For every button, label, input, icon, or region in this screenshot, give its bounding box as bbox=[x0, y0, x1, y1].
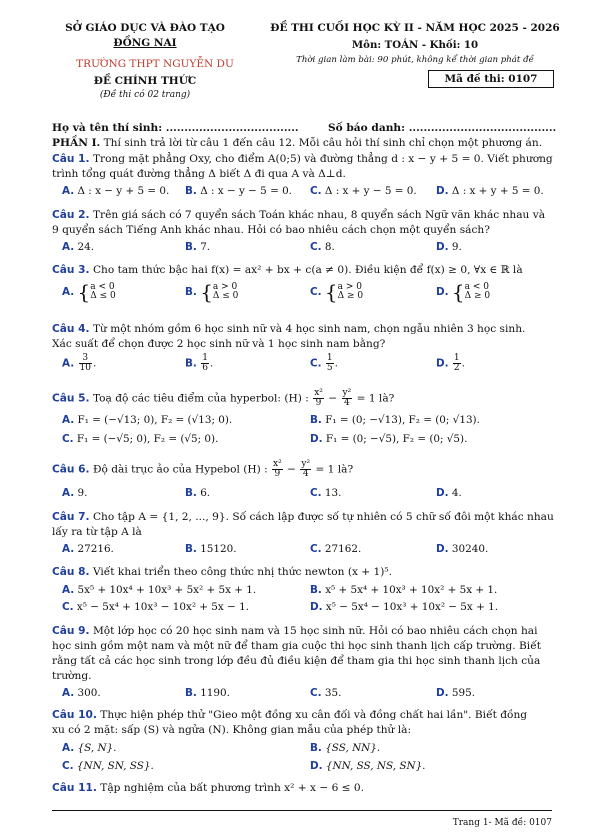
option-letter: C. bbox=[310, 241, 322, 253]
student-id-field: Số báo danh: ........................................ bbox=[328, 122, 557, 134]
option-letter: C. bbox=[310, 487, 322, 499]
q5-option-a bbox=[62, 413, 232, 427]
option-letter: B. bbox=[185, 241, 197, 253]
q2-line1 bbox=[52, 208, 545, 222]
option-letter: B. bbox=[185, 687, 197, 699]
q1-option-a bbox=[62, 184, 169, 198]
option-letter: A. bbox=[62, 185, 75, 197]
option-letter: A. bbox=[62, 543, 75, 555]
condition-system bbox=[90, 283, 116, 301]
option-text: x⁵ − 5x⁴ − 10x³ + 10x² − 5x + 1. bbox=[325, 601, 498, 613]
condition-bottom: Δ ≥ 0 bbox=[337, 291, 364, 301]
fraction bbox=[272, 460, 283, 479]
option-letter: D. bbox=[436, 357, 449, 370]
q3-option-b bbox=[185, 280, 239, 304]
condition-bottom: Δ ≤ 0 bbox=[212, 291, 239, 301]
student-name-field: Họ và tên thí sinh: .................................... bbox=[52, 122, 299, 134]
q1-line2: trình tổng quát đường thẳng Δ biết Δ đi qua A và Δ⊥d. bbox=[52, 168, 346, 180]
q3-line1 bbox=[52, 263, 523, 277]
option-text: 6. bbox=[200, 487, 211, 499]
option-text: F₁ = (0; −√13), F₂ = (0; √13). bbox=[325, 414, 480, 426]
q5-tail: = 1 là? bbox=[356, 392, 395, 405]
q8-option-b bbox=[310, 583, 497, 597]
q10-option-b bbox=[310, 741, 380, 755]
option-text: {NN, SS, NS, SN}. bbox=[325, 760, 426, 772]
option-letter: C. bbox=[310, 185, 322, 197]
q9-option-d bbox=[436, 686, 475, 700]
condition-top: a > 0 bbox=[212, 282, 238, 292]
numerator: 1 bbox=[453, 353, 460, 363]
option-text: Δ : x + y + 5 = 0. bbox=[451, 185, 544, 197]
condition-top: a < 0 bbox=[90, 282, 115, 292]
q6-text1: Độ dài trục ảo của Hypebol (H) : bbox=[92, 463, 268, 476]
q3-option-a bbox=[62, 280, 116, 304]
option-letter: D. bbox=[436, 241, 449, 253]
option-letter: A. bbox=[62, 357, 75, 370]
denominator: 9 bbox=[315, 398, 322, 408]
option-letter: B. bbox=[185, 286, 197, 298]
q4-label: Câu 4. bbox=[52, 323, 90, 335]
q5-label: Câu 5. bbox=[52, 392, 90, 405]
official-label: ĐỀ CHÍNH THỨC bbox=[93, 75, 197, 87]
q6-line1: Câu 6. Độ dài trục ảo của Hypebol (H) : $\frac{\text{x²}}{9}$ − $\frac{\text{y²}}{4}$ = 1 là? bbox=[52, 459, 354, 479]
option-text: 300. bbox=[77, 687, 101, 699]
q9-line3: rằng tất cả các học sinh trong lớp đều đủ điều kiện để tham gia thi học sinh thanh lịch của bbox=[52, 655, 541, 667]
q4-option-c: C. $\frac{1}{5}$ . bbox=[310, 353, 338, 373]
option-letter: C. bbox=[310, 687, 322, 699]
fraction bbox=[326, 354, 334, 373]
option-letter: A. bbox=[62, 414, 75, 426]
option-text: Δ : x − y + 5 = 0. bbox=[77, 185, 170, 197]
denominator: 6 bbox=[202, 363, 208, 373]
part1-instruction bbox=[52, 136, 542, 150]
condition-bottom: Δ ≤ 0 bbox=[90, 291, 116, 301]
brace: { bbox=[451, 280, 465, 304]
q2-option-d bbox=[436, 240, 462, 254]
option-letter: C. bbox=[62, 433, 74, 445]
q2-line2: 9 quyển sách Tiếng Anh khác nhau. Hỏi có bao nhiêu cách chọn một quyển sách? bbox=[52, 224, 490, 236]
option-text: 4. bbox=[451, 487, 462, 499]
option-letter: A. bbox=[62, 584, 75, 596]
q10-option-c bbox=[62, 759, 154, 773]
time-note: Thời gian làm bài: 90 phút, không kể thời gian phát đề bbox=[296, 55, 534, 65]
q3-option-c bbox=[310, 280, 364, 304]
option-text: 30240. bbox=[451, 543, 489, 555]
numerator: y² bbox=[342, 388, 352, 398]
q6-tail: = 1 là? bbox=[315, 463, 354, 476]
fraction bbox=[300, 460, 311, 479]
brace: { bbox=[77, 280, 91, 304]
option-text: 9. bbox=[77, 487, 88, 499]
condition-system bbox=[338, 283, 364, 301]
q8-option-c bbox=[62, 600, 249, 614]
option-text: Δ : x − y − 5 = 0. bbox=[200, 185, 292, 197]
option-letter: D. bbox=[436, 543, 449, 555]
part1-text: Thí sinh trả lời từ câu 1 đến câu 12. Mỗi câu hỏi thí sinh chỉ chọn một phương án. bbox=[103, 137, 543, 149]
option-letter: A. bbox=[62, 241, 75, 253]
option-letter: C. bbox=[310, 357, 322, 370]
option-text: Δ : x + y − 5 = 0. bbox=[324, 185, 417, 197]
numerator: x² bbox=[314, 388, 323, 398]
q3-label: Câu 3. bbox=[52, 264, 90, 276]
option-text: 15120. bbox=[200, 543, 237, 555]
q7-text1: Cho tập A = {1, 2, ..., 9}. Số cách lập được số tự nhiên có 5 chữ số đôi một khác nhau bbox=[92, 511, 554, 523]
q9-line2: học sinh gồm một nam và một nữ để tham gia cuộc thi học sinh thanh lịch cấp trường. Biết bbox=[52, 640, 541, 652]
q1-option-c bbox=[310, 184, 417, 198]
q9-text1: Một lớp học có 20 học sinh nam và 15 học sinh nữ. Hỏi có bao nhiêu cách chọn hai bbox=[92, 625, 538, 637]
fraction bbox=[313, 389, 324, 408]
option-text: 24. bbox=[77, 241, 95, 253]
numerator: 1 bbox=[202, 353, 208, 363]
option-text: 7. bbox=[200, 241, 211, 253]
q1-label: Câu 1. bbox=[52, 153, 90, 165]
numerator: 3 bbox=[79, 354, 92, 364]
numerator: y² bbox=[301, 459, 311, 469]
q9-label: Câu 9. bbox=[52, 625, 90, 637]
option-text: 595. bbox=[451, 687, 476, 699]
q10-label: Câu 10. bbox=[52, 709, 97, 721]
option-text: 9. bbox=[451, 241, 462, 253]
option-text: 8. bbox=[324, 241, 335, 253]
fraction bbox=[342, 389, 353, 408]
q7-line1 bbox=[52, 510, 554, 524]
q4-option-a: A. $\frac{3}{10}$ . bbox=[62, 353, 97, 373]
q5-option-c bbox=[62, 432, 218, 446]
q9-option-a bbox=[62, 686, 101, 700]
option-text: {NN, SN, SS}. bbox=[76, 760, 154, 772]
q5-text1: Toạ độ các tiêu điểm của hyperbol: (H) : bbox=[92, 392, 309, 405]
exam-title: ĐỀ THI CUỐI HỌC KỲ II - NĂM HỌC 2025 - 2026 bbox=[270, 22, 560, 34]
q2-label: Câu 2. bbox=[52, 209, 90, 221]
option-text: x⁵ + 5x⁴ + 10x³ + 10x² + 5x + 1. bbox=[325, 584, 498, 596]
q4-line2: Xác suất để chọn được 2 học sinh nữ và 1 học sinh nam bằng? bbox=[52, 338, 386, 350]
option-letter: C. bbox=[310, 543, 322, 555]
option-text: F₁ = (0; −√5), F₂ = (0; √5). bbox=[325, 433, 468, 445]
q6-label: Câu 6. bbox=[52, 463, 90, 476]
exam-code: Mã đề thi: 0107 bbox=[444, 73, 538, 85]
q1-option-d bbox=[436, 184, 544, 198]
numerator: 1 bbox=[326, 353, 333, 363]
brace: { bbox=[200, 280, 213, 304]
option-letter: D. bbox=[436, 286, 449, 298]
option-letter: B. bbox=[310, 742, 322, 754]
q7-option-c bbox=[310, 542, 361, 556]
option-text: 27162. bbox=[324, 543, 362, 555]
q8-text1: Viết khai triển theo công thức nhị thức newton (x + 1)⁵. bbox=[92, 566, 393, 578]
fraction bbox=[201, 354, 209, 373]
option-letter: D. bbox=[310, 601, 323, 613]
q1-text1: Trong mặt phẳng Oxy, cho điểm A(0;5) và đường thẳng d : x − y + 5 = 0. Viết phương bbox=[92, 153, 553, 165]
footer-page-label: Trang 1- Mã đề: 0107 bbox=[452, 818, 552, 828]
q9-option-b bbox=[185, 686, 230, 700]
option-letter: A. bbox=[62, 687, 75, 699]
q9-line4: trường. bbox=[52, 670, 92, 682]
q7-option-a bbox=[62, 542, 114, 556]
school-name: TRƯỜNG THPT NGUYỄN DU bbox=[76, 58, 234, 70]
denominator: 10 bbox=[79, 363, 91, 373]
footer-divider bbox=[52, 810, 552, 811]
option-letter: C. bbox=[62, 760, 74, 772]
q11-text1: Tập nghiệm của bất phương trình x² + x − 6 ≤ 0. bbox=[100, 782, 365, 794]
q8-option-d bbox=[310, 600, 498, 614]
denominator: 9 bbox=[274, 469, 281, 479]
q4-text1: Từ một nhóm gồm 6 học sinh nữ và 4 học sinh nam, chọn ngẫu nhiên 3 học sinh. bbox=[92, 323, 526, 335]
option-text: 5x⁵ + 10x⁴ + 10x³ + 5x² + 5x + 1. bbox=[77, 584, 257, 596]
option-text: {S, N}. bbox=[77, 742, 117, 754]
option-text: 35. bbox=[324, 687, 342, 699]
option-letter: D. bbox=[436, 687, 449, 699]
q10-line1 bbox=[52, 708, 527, 722]
q4-option-d: D. $\frac{1}{2}$ . bbox=[436, 353, 465, 373]
q11-line1 bbox=[52, 781, 364, 795]
q3-option-d bbox=[436, 280, 491, 304]
q2-text1: Trên giá sách có 7 quyển sách Toán khác nhau, 8 quyển sách Ngữ văn khác nhau và bbox=[92, 209, 546, 221]
condition-bottom: Δ ≥ 0 bbox=[464, 291, 491, 301]
q4-option-b: B. $\frac{1}{6}$ . bbox=[185, 353, 214, 373]
province-name: ĐỒNG NAI bbox=[113, 37, 177, 49]
option-letter: D. bbox=[436, 185, 449, 197]
q4-line1 bbox=[52, 322, 525, 336]
q6-option-a bbox=[62, 486, 87, 500]
pages-note: (Đề thi có 02 trang) bbox=[99, 90, 191, 100]
q6-option-c bbox=[310, 486, 341, 500]
q2-option-b bbox=[185, 240, 210, 254]
q11-label: Câu 11. bbox=[52, 782, 97, 794]
option-letter: D. bbox=[310, 760, 323, 772]
fraction bbox=[453, 354, 461, 373]
option-letter: B. bbox=[185, 543, 197, 555]
q10-text1: Thực hiện phép thử "Gieo một đồng xu cân đối và đồng chất hai lần". Biết đồng bbox=[100, 709, 528, 721]
brace: { bbox=[324, 280, 338, 304]
q6-option-b bbox=[185, 486, 210, 500]
option-text: 27216. bbox=[77, 543, 114, 555]
q7-option-d bbox=[436, 542, 488, 556]
option-letter: B. bbox=[185, 357, 197, 370]
condition-top: a > 0 bbox=[337, 282, 362, 292]
option-letter: D. bbox=[310, 433, 323, 445]
condition-system bbox=[465, 283, 491, 301]
q10-option-d bbox=[310, 759, 425, 773]
option-letter: A. bbox=[62, 742, 75, 754]
q7-line2: lấy ra từ tập A là bbox=[52, 526, 142, 538]
option-letter: B. bbox=[185, 185, 197, 197]
option-letter: B. bbox=[310, 414, 322, 426]
q1-option-b bbox=[185, 184, 292, 198]
denominator: 4 bbox=[343, 398, 350, 408]
option-letter: B. bbox=[310, 584, 322, 596]
option-text: {SS, NN}. bbox=[325, 742, 381, 754]
denominator: 4 bbox=[302, 469, 309, 479]
condition-top: a < 0 bbox=[464, 282, 489, 292]
q3-text1: Cho tam thức bậc hai f(x) = ax² + bx + c(a ≠ 0). Điều kiện để f(x) ≥ 0, ∀x ∈ ℝ là bbox=[92, 264, 523, 276]
option-text: 1190. bbox=[200, 687, 230, 699]
q8-line1 bbox=[52, 565, 392, 579]
q5-line1: Câu 5. Toạ độ các tiêu điểm của hyperbol: (H) : $\frac{\text{x²}}{9}$ − $\frac{\text{y²}}{4}$ = 1 là? bbox=[52, 388, 395, 408]
q10-line2: xu có 2 mặt: sấp (S) và ngửa (N). Không gian mẫu của phép thử là: bbox=[52, 724, 412, 736]
q7-option-b bbox=[185, 542, 237, 556]
q8-option-a bbox=[62, 583, 256, 597]
option-text: 13. bbox=[324, 487, 342, 499]
exam-code-box bbox=[428, 70, 554, 88]
option-letter: C. bbox=[62, 601, 74, 613]
denominator: 2 bbox=[453, 363, 460, 373]
q9-line1 bbox=[52, 624, 537, 638]
q10-option-a bbox=[62, 741, 116, 755]
option-letter: C. bbox=[310, 286, 322, 298]
q5-option-b bbox=[310, 413, 480, 427]
fraction bbox=[79, 354, 92, 373]
subject-line: Môn: TOÁN - Khối: 10 bbox=[351, 39, 479, 51]
q2-option-c bbox=[310, 240, 335, 254]
q1-line1 bbox=[52, 152, 553, 166]
option-letter: A. bbox=[62, 286, 75, 298]
q6-option-d bbox=[436, 486, 462, 500]
q9-option-c bbox=[310, 686, 341, 700]
option-letter: B. bbox=[185, 487, 197, 499]
q8-label: Câu 8. bbox=[52, 566, 90, 578]
part1-label: PHẦN I. bbox=[52, 137, 101, 149]
q7-label: Câu 7. bbox=[52, 511, 90, 523]
condition-system bbox=[213, 283, 239, 301]
option-text: F₁ = (−√13; 0), F₂ = (√13; 0). bbox=[77, 414, 233, 426]
option-text: x⁵ − 5x⁴ + 10x³ − 10x² + 5x − 1. bbox=[76, 601, 249, 613]
q5-option-d bbox=[310, 432, 467, 446]
option-text: F₁ = (−√5; 0), F₂ = (√5; 0). bbox=[76, 433, 219, 445]
option-letter: A. bbox=[62, 487, 75, 499]
numerator: x² bbox=[273, 459, 282, 469]
department-name: SỞ GIÁO DỤC VÀ ĐÀO TẠO bbox=[65, 22, 225, 34]
denominator: 5 bbox=[326, 363, 333, 373]
q2-option-a bbox=[62, 240, 94, 254]
option-letter: D. bbox=[436, 487, 449, 499]
